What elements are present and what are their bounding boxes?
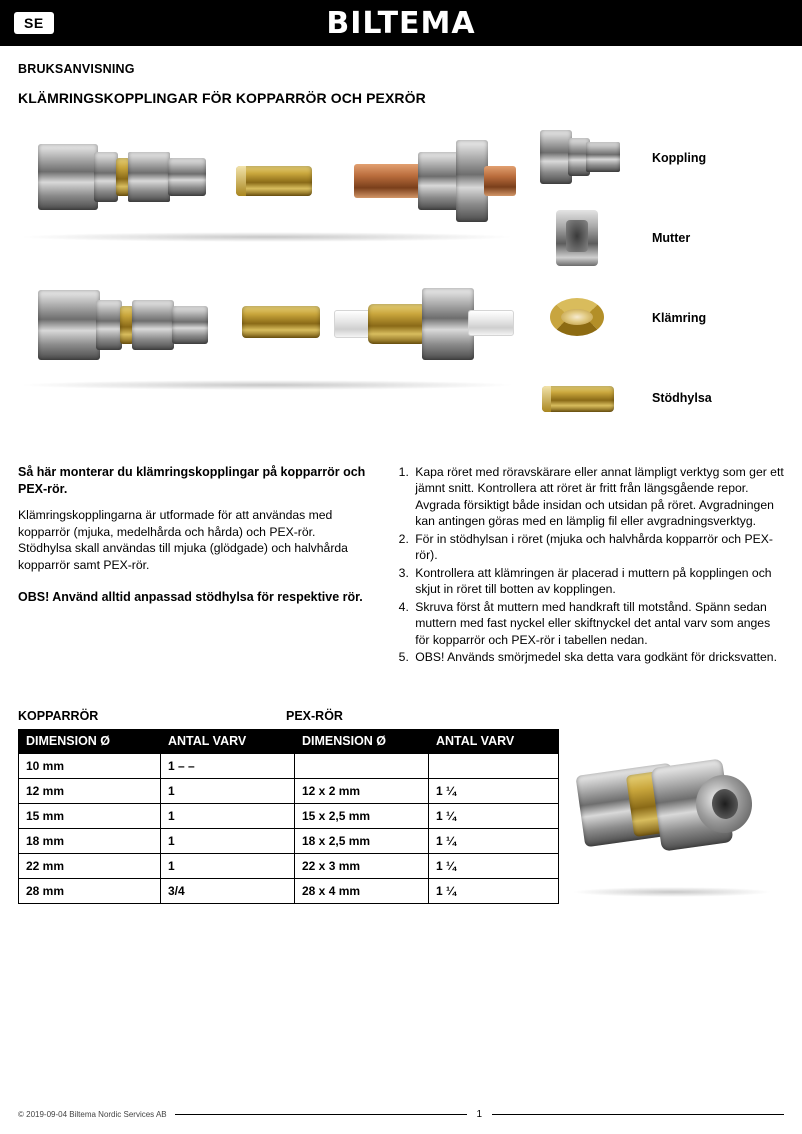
spec-table bbox=[18, 729, 559, 904]
table-row bbox=[19, 753, 559, 778]
table-cell: 1 – – bbox=[161, 753, 295, 778]
table-cell: 1 bbox=[161, 803, 295, 828]
legend-label: Stödhylsa bbox=[652, 391, 712, 405]
instructions-left-column bbox=[18, 464, 366, 667]
spec-table-section bbox=[18, 709, 784, 904]
table-cell: 22 mm bbox=[19, 853, 161, 878]
table-row bbox=[19, 828, 559, 853]
document-content bbox=[0, 46, 802, 904]
spec-table-wrapper bbox=[18, 709, 558, 904]
spec-heading-copper: KOPPARRÖR bbox=[18, 708, 99, 723]
instructions-section bbox=[18, 464, 784, 667]
copper-assembly-photo bbox=[18, 122, 516, 246]
spec-heading-pex: PEX-RÖR bbox=[286, 708, 343, 723]
page-footer bbox=[18, 1109, 784, 1120]
page-number: 1 bbox=[476, 1109, 483, 1120]
coupling-photo bbox=[526, 122, 630, 194]
legend-item bbox=[526, 122, 784, 194]
product-photo-group bbox=[18, 122, 784, 442]
table-cell bbox=[429, 753, 559, 778]
column-header: DIMENSION Ø bbox=[295, 729, 429, 753]
instruction-step: 3. Kontrollera att klämringen är placerad i muttern på kopplingen och skjut in röret till botten av kopplingen. bbox=[412, 565, 784, 598]
instruction-step: 2. För in stödhylsan i röret (mjuka och halvhårda kopparrör och PEX-rör). bbox=[412, 531, 784, 564]
table-cell: 1 ¼ bbox=[429, 853, 559, 878]
nut-photo bbox=[526, 202, 630, 274]
footer-rule-right bbox=[492, 1114, 784, 1115]
instructions-lead: Så här monterar du klämringskopplingar på kopparrör och PEX-rör. bbox=[18, 465, 366, 496]
table-cell: 1 bbox=[161, 853, 295, 878]
instruction-step: 5. OBS! Används smörjmedel ska detta vara godkänt för dricksvatten. bbox=[412, 649, 784, 665]
table-cell: 1 ¼ bbox=[429, 828, 559, 853]
table-cell: 18 x 2,5 mm bbox=[295, 828, 429, 853]
coupling-closeup-photo bbox=[572, 729, 772, 901]
table-row bbox=[19, 853, 559, 878]
table-cell: 28 x 4 mm bbox=[295, 878, 429, 903]
legend-item bbox=[526, 362, 784, 434]
table-cell: 15 mm bbox=[19, 803, 161, 828]
brand-logo: BILTEMA bbox=[326, 5, 476, 41]
table-cell: 1 ¼ bbox=[429, 803, 559, 828]
table-row bbox=[19, 878, 559, 903]
instructions-right-column bbox=[392, 464, 784, 667]
column-header: ANTAL VARV bbox=[161, 729, 295, 753]
page-title: KLÄMRINGSKOPPLINGAR FÖR KOPPARRÖR OCH PEXRÖR bbox=[18, 90, 426, 106]
column-header: DIMENSION Ø bbox=[19, 729, 161, 753]
language-badge: SE bbox=[14, 12, 54, 34]
compression-ring-photo bbox=[526, 282, 630, 354]
table-cell: 1 ¼ bbox=[429, 878, 559, 903]
instructions-note: OBS! Använd alltid anpassad stödhylsa för respektive rör. bbox=[18, 590, 363, 605]
table-cell: 1 bbox=[161, 828, 295, 853]
table-header-row bbox=[19, 729, 559, 753]
document-kicker: BRUKSANVISNING bbox=[18, 62, 135, 76]
instruction-steps bbox=[392, 464, 784, 666]
instruction-step: 4. Skruva först åt muttern med handkraft till motstånd. Spänn sedan muttern med fast nyckel eller skiftnyckel det antal varv som anges för kopparrör och PEX-rör i tabellen nedan. bbox=[412, 599, 784, 648]
assembly-photos bbox=[18, 122, 516, 442]
legend-label: Koppling bbox=[652, 151, 707, 165]
table-row bbox=[19, 803, 559, 828]
table-row bbox=[19, 778, 559, 803]
table-cell: 22 x 3 mm bbox=[295, 853, 429, 878]
footer-rule-left bbox=[175, 1114, 467, 1115]
table-cell: 18 mm bbox=[19, 828, 161, 853]
table-cell: 12 mm bbox=[19, 778, 161, 803]
instructions-paragraph: Klämringskopplingarna är utformade för att användas med kopparrör (mjuka, medelhårda och hårda) och PEX-rör. Stödhylsa skall användas till mjuka (glödgade) och halvhårda kopparrör samt PEX-rör. bbox=[18, 508, 348, 572]
legend-item bbox=[526, 282, 784, 354]
table-cell: 15 x 2,5 mm bbox=[295, 803, 429, 828]
support-sleeve-photo bbox=[526, 362, 630, 434]
table-cell: 1 bbox=[161, 778, 295, 803]
column-header: ANTAL VARV bbox=[429, 729, 559, 753]
legend-label: Klämring bbox=[652, 311, 707, 325]
copyright-text: © 2019-09-04 Biltema Nordic Services AB bbox=[18, 1110, 167, 1119]
table-cell: 28 mm bbox=[19, 878, 161, 903]
table-cell: 12 x 2 mm bbox=[295, 778, 429, 803]
page-header bbox=[0, 0, 802, 46]
parts-legend bbox=[526, 122, 784, 442]
table-cell: 3/4 bbox=[161, 878, 295, 903]
table-cell: 1 ¼ bbox=[429, 778, 559, 803]
table-cell bbox=[295, 753, 429, 778]
spec-table-headings bbox=[18, 709, 558, 723]
table-cell: 10 mm bbox=[19, 753, 161, 778]
instruction-step: 1. Kapa röret med röravskärare eller annat lämpligt verktyg som ger ett jämnt snitt. Kontrollera att röret är fritt från längsgående repor. Avgrada försiktigt både insidan och utsidan på röret. Avgradningen kan antingen göras med en lämplig fil eller avgradningsverktyg. bbox=[412, 464, 784, 530]
pex-assembly-photo bbox=[18, 254, 516, 394]
legend-label: Mutter bbox=[652, 231, 691, 245]
legend-item bbox=[526, 202, 784, 274]
